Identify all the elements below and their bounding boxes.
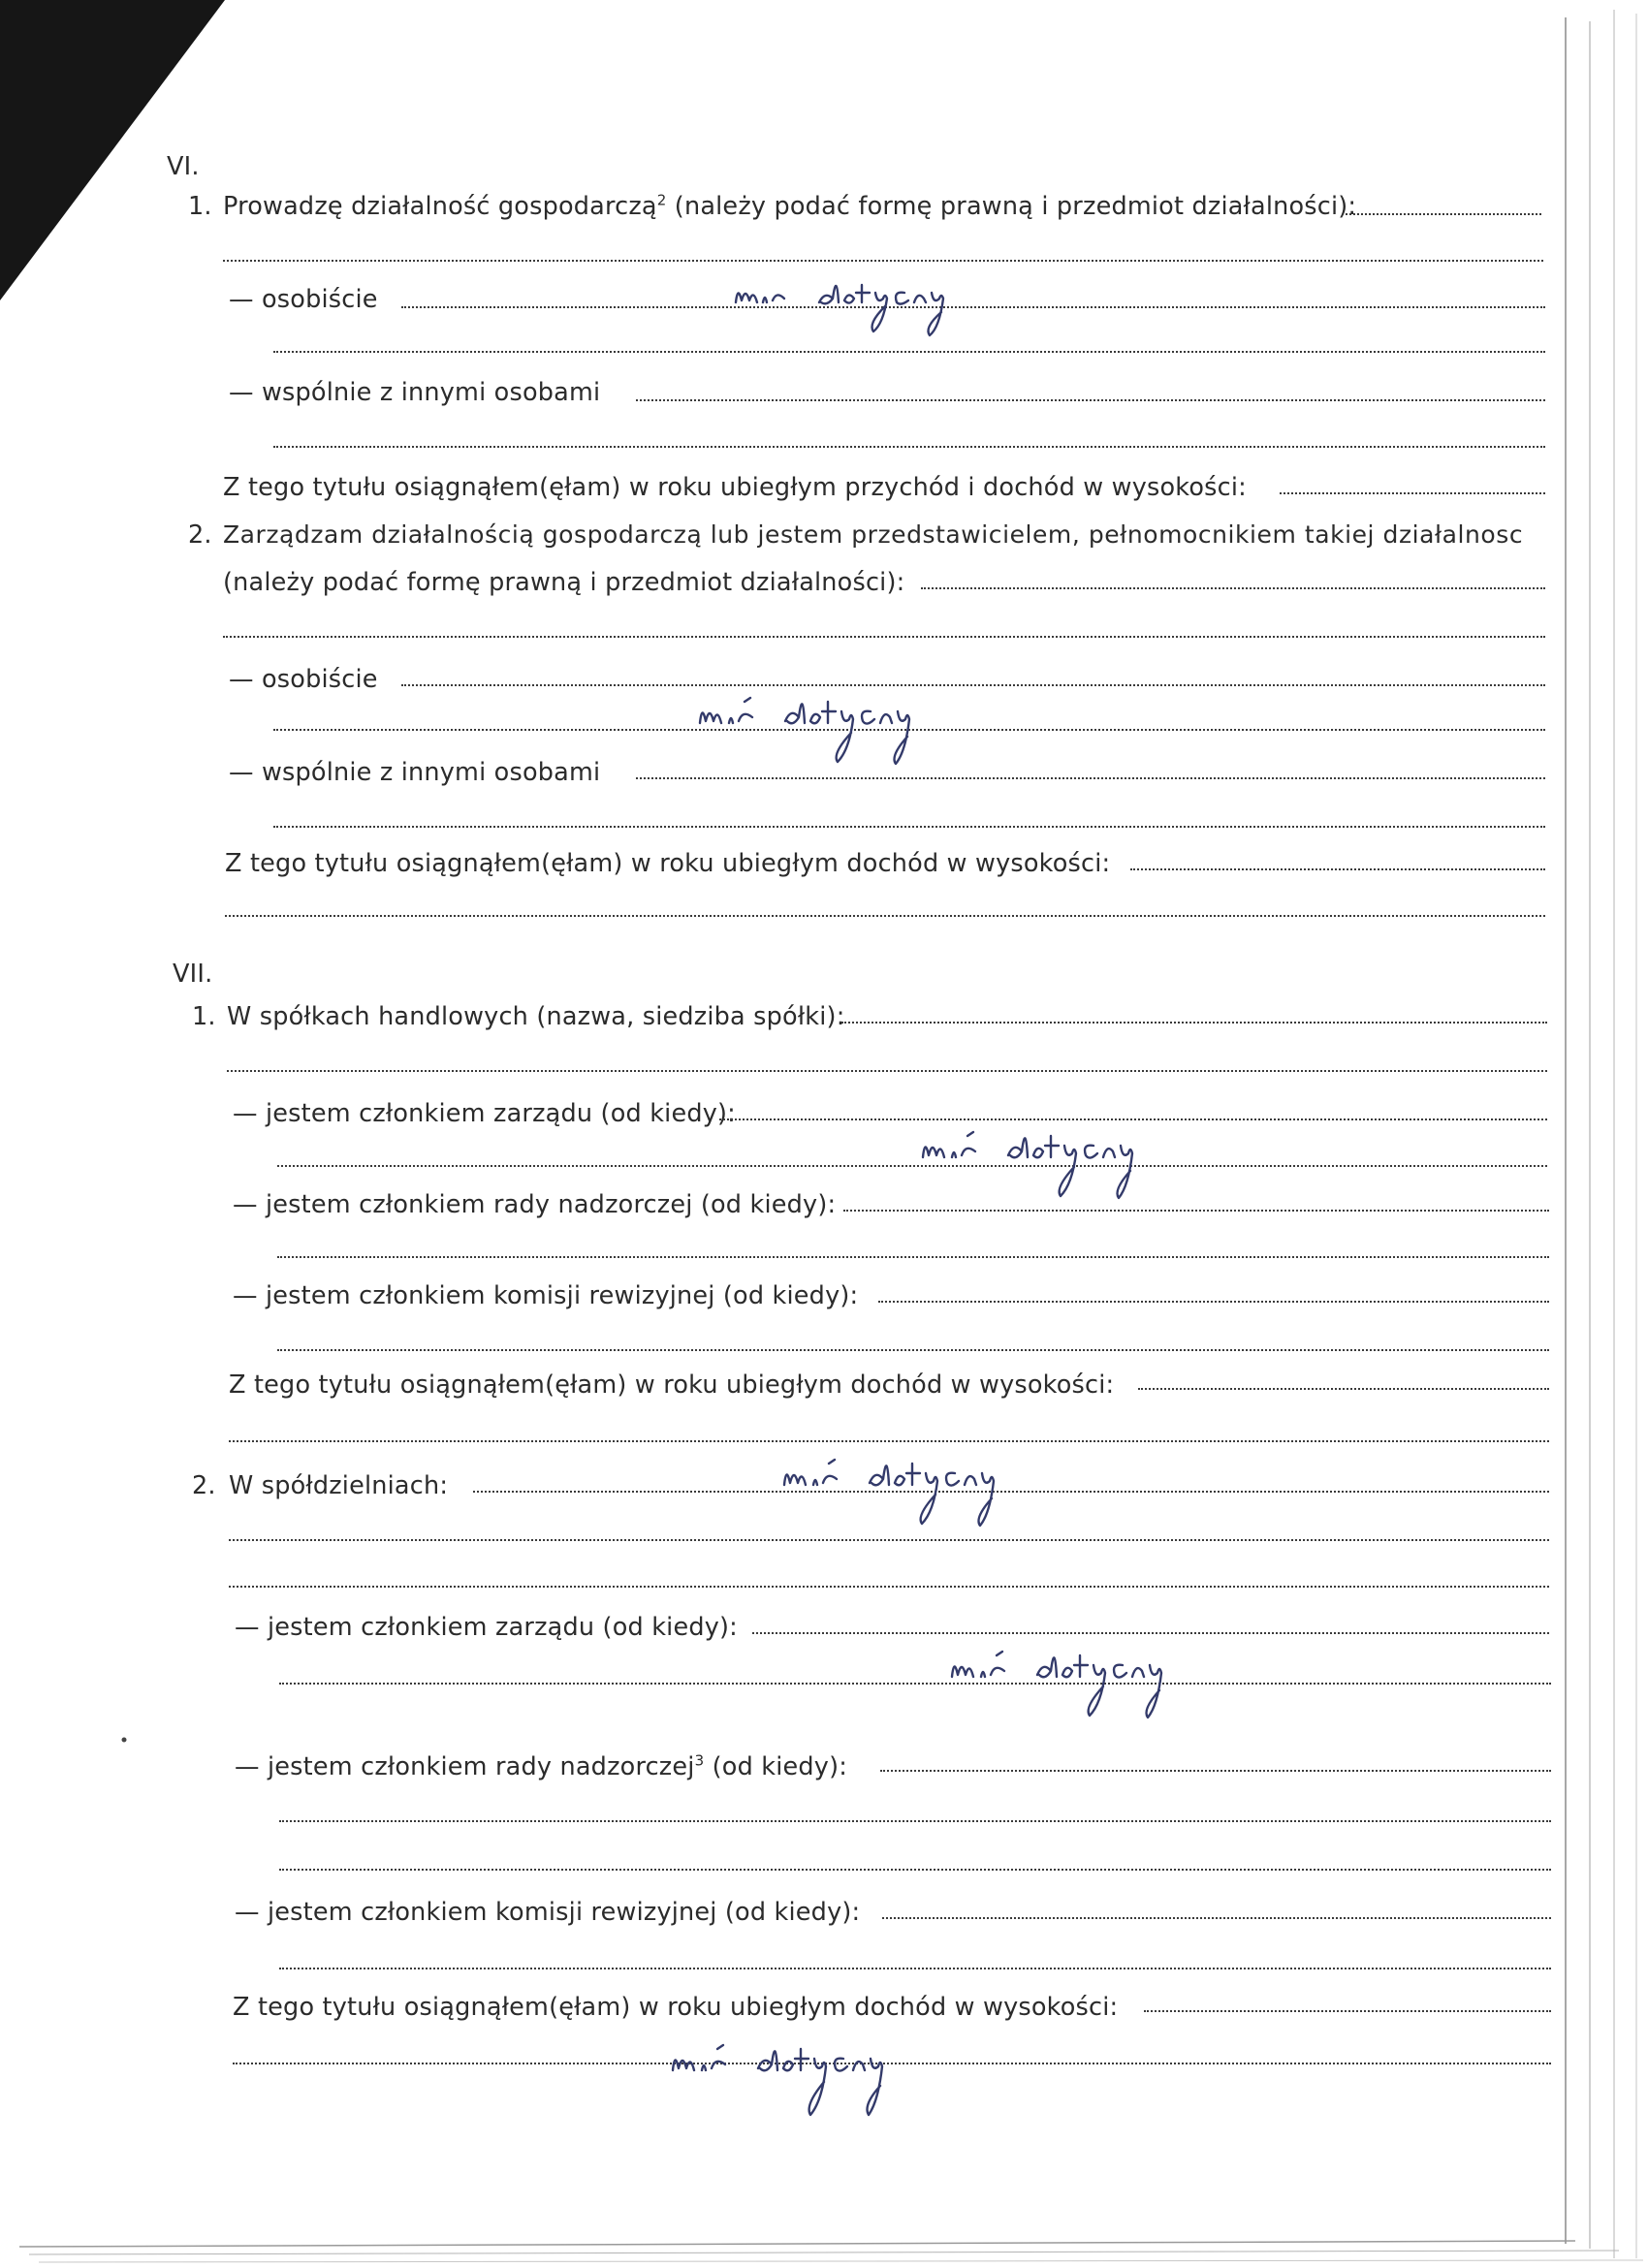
vii-item1-supervisory-label: — jestem członkiem rady nadzorczej (od kiedy): xyxy=(233,1190,837,1219)
vi-item1-joint-line[interactable] xyxy=(636,399,1545,401)
vi-item2-joint-line[interactable] xyxy=(636,777,1545,779)
vii-item1-label: W spółkach handlowych (nazwa, siedziba spółki): xyxy=(227,1002,845,1031)
vii-item1-income-line[interactable] xyxy=(1138,1388,1549,1390)
handwritten-signature-vi-1 xyxy=(732,264,1052,341)
handwritten-signature-vii-2-board xyxy=(948,1632,1258,1724)
vii-item2-supervisory-line-3[interactable] xyxy=(279,1869,1551,1871)
vi-item1-label: Prowadzę działalność gospodarczą$^2$ (należy podać formę prawną i przedmiot działalności): xyxy=(223,191,1357,221)
vii-item2-income-line[interactable] xyxy=(1144,2010,1551,2012)
vii-item1-audit-label: — jestem członkiem komisji rewizyjnej (od kiedy): xyxy=(233,1281,859,1310)
handwritten-signature-vi-2 xyxy=(696,678,1006,771)
vii-item1-line-b[interactable] xyxy=(227,1070,1547,1072)
vii-item2-label: W spółdzielniach: xyxy=(229,1471,449,1500)
vi-item1-joint-line-2[interactable] xyxy=(273,446,1545,448)
vi-item2-line-a[interactable] xyxy=(921,587,1545,589)
vii-item2-number: 2. xyxy=(192,1471,216,1500)
vi-item2-income-label: Z tego tytułu osiągnąłem(ęłam) w roku ubiegłym dochód w wysokości: xyxy=(225,849,1111,878)
vi-item2-number: 2. xyxy=(188,520,212,550)
section-vi-heading: VI. xyxy=(167,152,200,181)
vii-item2-audit-label: — jestem członkiem komisji rewizyjnej (od kiedy): xyxy=(235,1898,861,1927)
vi-item1-line-a[interactable] xyxy=(1346,213,1541,215)
vii-item2-line-c[interactable] xyxy=(229,1586,1549,1588)
vii-item1-supervisory-line[interactable] xyxy=(843,1210,1549,1212)
vii-item2-audit-line-2[interactable] xyxy=(279,1968,1551,1969)
vi-item2-joint-label: — wspólnie z innymi osobami xyxy=(229,758,601,787)
vi-item1-income-line[interactable] xyxy=(1280,492,1545,494)
vii-item1-income-label: Z tego tytułu osiągnąłem(ęłam) w roku ubiegłym dochód w wysokości: xyxy=(229,1370,1115,1400)
vii-item1-audit-line-2[interactable] xyxy=(277,1349,1549,1351)
vii-item1-line-a[interactable] xyxy=(841,1022,1547,1024)
vi-item2-label-line2: (należy podać formę prawną i przedmiot działalności): xyxy=(223,568,905,597)
vii-item2-board-label: — jestem członkiem zarządu (od kiedy): xyxy=(235,1613,738,1642)
vi-item1-number: 1. xyxy=(188,192,212,221)
vi-item1-joint-label: — wspólnie z innymi osobami xyxy=(229,378,601,407)
vi-item1-personal-label: — osobiście xyxy=(229,285,378,314)
vi-item2-personal-label: — osobiście xyxy=(229,665,378,694)
vii-item1-board-label: — jestem członkiem zarządu (od kiedy): xyxy=(233,1099,736,1128)
vi-item2-label-line1: Zarządzam działalnością gospodarczą lub jestem przedstawicielem, pełnomocnikiem takiej działalnosc xyxy=(223,520,1524,549)
vii-item2-line-b[interactable] xyxy=(229,1539,1549,1541)
section-vii-heading: VII. xyxy=(173,960,213,989)
handwritten-signature-vii-2 xyxy=(780,1440,1091,1532)
handwritten-signature-vii-2-income xyxy=(669,2026,979,2123)
vii-item2-audit-line[interactable] xyxy=(882,1917,1551,1919)
vi-item2-income-line-2[interactable] xyxy=(225,915,1545,917)
vii-item2-supervisory-label: — jestem członkiem rady nadzorczej$^3$ (od kiedy): xyxy=(235,1751,848,1781)
vii-item2-supervisory-line[interactable] xyxy=(880,1770,1551,1772)
vii-item1-number: 1. xyxy=(192,1002,216,1031)
vii-item2-income-label: Z tego tytułu osiągnąłem(ęłam) w roku ubiegłym dochód w wysokości: xyxy=(233,1993,1119,2022)
vii-item1-board-line-2[interactable] xyxy=(277,1165,1547,1167)
vi-item1-income-label: Z tego tytułu osiągnąłem(ęłam) w roku ubiegłym przychód i dochód w wysokości: xyxy=(223,473,1247,502)
vi-item2-line-b[interactable] xyxy=(223,636,1545,638)
vii-item2-supervisory-line-2[interactable] xyxy=(279,1820,1551,1822)
vii-item1-audit-line[interactable] xyxy=(878,1301,1549,1303)
vii-item2-board-line-2[interactable] xyxy=(279,1683,1551,1685)
vii-item1-supervisory-line-2[interactable] xyxy=(277,1256,1549,1258)
vi-item2-joint-line-2[interactable] xyxy=(273,826,1545,828)
vi-item1-line-b[interactable] xyxy=(223,260,1543,262)
vi-item2-income-line[interactable] xyxy=(1130,868,1545,870)
vi-item1-personal-line-2[interactable] xyxy=(273,351,1545,353)
handwritten-signature-vii-1 xyxy=(919,1113,1229,1205)
